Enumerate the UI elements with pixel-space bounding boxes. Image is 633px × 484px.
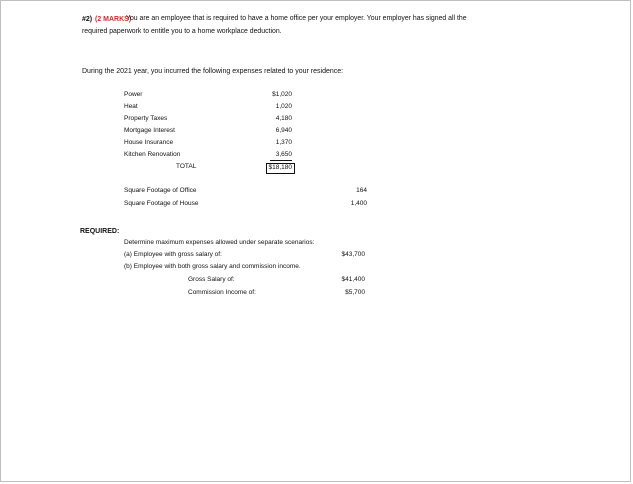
expense-value: $1,020 [272,91,292,98]
expense-label: Kitchen Renovation [124,151,181,158]
part-b-text: (b) Employee with both gross salary and commission income. [124,263,301,270]
total-value: $18,180 [266,163,296,174]
footage-value: 1,400 [350,200,367,207]
expense-label: Power [124,91,143,98]
part-a-text: (a) Employee with gross salary of: [124,251,222,258]
commission-value: $5,700 [345,289,365,296]
commission-label: Commission Income of: [188,289,256,296]
expense-value: 1,370 [275,139,292,146]
footage-label: Square Footage of Office [124,187,197,194]
expense-label: House Insurance [124,139,174,146]
footage-label: Square Footage of House [124,200,199,207]
part-a-value: $43,700 [341,251,365,258]
expense-value: 6,940 [275,127,292,134]
required-instruction: Determine maximum expenses allowed under separate scenarios: [124,239,315,246]
gross-salary-value: $41,400 [341,276,365,283]
question-line-2: required paperwork to entitle you to a home workplace deduction. [82,28,282,35]
total-label: TOTAL [176,163,197,170]
expense-label: Heat [124,103,138,110]
gross-salary-label: Gross Salary of: [188,276,235,283]
expense-value: 3,650 [270,152,292,161]
intro-text: During the 2021 year, you incurred the following expenses related to your residence: [82,68,344,75]
expense-value: 1,020 [275,103,292,110]
footage-value: 164 [356,187,367,194]
question-number: #2) [82,16,93,23]
question-line-1: You are an employee that is required to have a home office per your employer. Your employer has signed all the [126,15,467,22]
expense-label: Mortgage Interest [124,127,175,134]
required-heading: REQUIRED: [80,228,120,235]
expense-label: Property Taxes [124,115,168,122]
expense-value: 4,180 [275,115,292,122]
marks-label: (2 MARKS) [95,16,132,23]
